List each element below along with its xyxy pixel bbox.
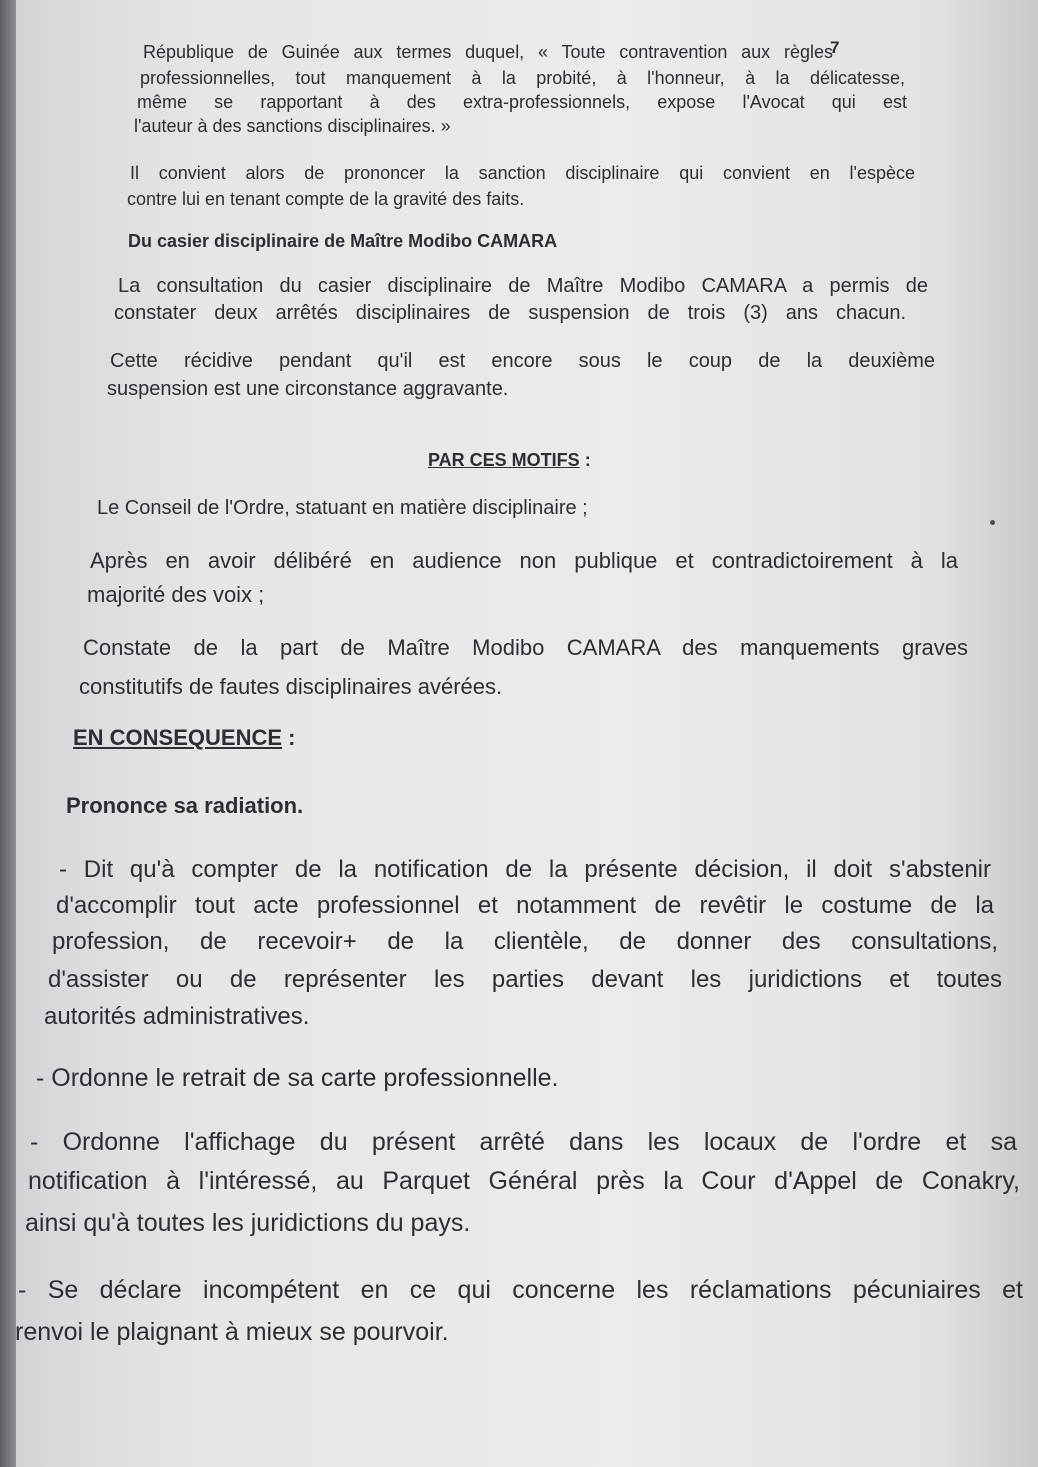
item3-line3: ainsi qu'à toutes les juridictions du pays. <box>25 1209 471 1237</box>
page-number: 7 <box>830 38 840 57</box>
para2-line2: contre lui en tenant compte de la gravité des faits. <box>127 189 525 209</box>
item3-line2: notification à l'intéressé, au Parquet Général près la Cour d'Appel de Conakry, <box>28 1167 1020 1195</box>
prononce-radiation: Prononce sa radiation. <box>66 793 304 818</box>
item1-line2: d'accomplir tout acte professionnel et notamment de revêtir le costume de la <box>56 892 994 919</box>
para5: Le Conseil de l'Ordre, statuant en matière disciplinaire ; <box>97 497 588 519</box>
item2: - Ordonne le retrait de sa carte professionnelle. <box>36 1064 559 1092</box>
heading-casier: Du casier disciplinaire de Maître Modibo CAMARA <box>128 231 558 251</box>
item1-line3: profession, de recevoir+ de la clientèle, de donner des consultations, <box>52 928 998 955</box>
para6-line1: Après en avoir délibéré en audience non publique et contradictoirement à la <box>90 548 958 573</box>
para1-line2: professionnelles, tout manquement à la probité, à l'honneur, à la délicatesse, <box>140 68 905 88</box>
para3-line2: constater deux arrêtés disciplinaires de suspension de trois (3) ans chacun. <box>114 302 906 324</box>
para6-line2: majorité des voix ; <box>87 582 265 607</box>
para4-line1: Cette récidive pendant qu'il est encore sous le coup de la deuxième <box>110 350 935 372</box>
para3-line1: La consultation du casier disciplinaire de Maître Modibo CAMARA a permis de <box>118 275 928 297</box>
para2-line1: Il convient alors de prononcer la sanction disciplinaire qui convient en l'espèce <box>130 163 915 183</box>
ink-speck <box>990 520 995 525</box>
item3-line1: - Ordonne l'affichage du présent arrêté dans les locaux de l'ordre et sa <box>30 1128 1017 1156</box>
item4-line1: - Se déclare incompétent en ce qui concerne les réclamations pécuniaires et <box>18 1276 1023 1304</box>
para7-line2: constitutifs de fautes disciplinaires avérées. <box>79 674 503 699</box>
item4-line2: renvoi le plaignant à mieux se pourvoir. <box>15 1318 449 1346</box>
heading-motifs-colon: : <box>579 450 591 470</box>
item1-line1: - Dit qu'à compter de la notification de la présente décision, il doit s'abstenir <box>59 856 991 883</box>
item1-line5: autorités administratives. <box>44 1003 310 1030</box>
heading-motifs <box>428 450 591 471</box>
heading-motifs-text: PAR CES MOTIFS <box>428 450 580 470</box>
para1-line3: même se rapportant à des extra-professionnels, expose l'Avocat qui est <box>137 92 907 112</box>
heading-consequence-text: EN CONSEQUENCE <box>73 725 283 750</box>
para4-line2: suspension est une circonstance aggravante. <box>107 378 509 400</box>
item1-line4: d'assister ou de représenter les parties devant les juridictions et toutes <box>48 966 1002 993</box>
heading-consequence <box>73 725 296 751</box>
heading-consequence-colon: : <box>282 725 296 750</box>
para7-line1: Constate de la part de Maître Modibo CAMARA des manquements graves <box>83 635 968 660</box>
para1-line1: République de Guinée aux termes duquel, « Toute contravention aux règles <box>143 42 833 62</box>
para1-line4: l'auteur à des sanctions disciplinaires. » <box>134 116 451 136</box>
